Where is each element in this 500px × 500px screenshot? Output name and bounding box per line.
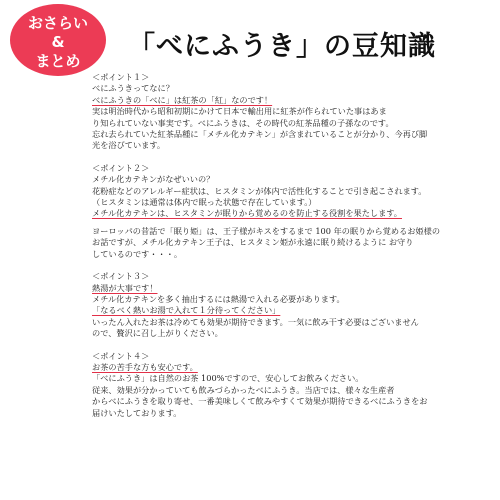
body-line: ので、贅沢に召し上がりください。 [92, 328, 223, 339]
body-line: 「べにふうき」は自然のお茶 100%ですので、安心してお飲みください。 [92, 373, 364, 384]
section-gap [92, 340, 486, 351]
highlighted-line: メチル化カテキンは、ヒスタミンが眠りから覚めるのを防止する役割を果たします。 [92, 208, 402, 219]
document-body [92, 72, 486, 419]
body-line: べにふうきってなに？ [92, 83, 174, 94]
point-section [92, 163, 486, 260]
body-line: り知られていない事実です。べにふうきは、その時代の紅茶品種の子孫なのです。 [92, 117, 394, 128]
point-section [92, 271, 486, 339]
body-line: 従来、効果が分かっていても飲みづらかったべにふうき。当店では、様々な生産者 [92, 384, 395, 395]
badge-line-3: まとめ [35, 52, 81, 70]
body-line: メチル化カテキンを多く抽出するには熱湯で入れる必要があります。 [92, 293, 345, 304]
highlighted-line: 「なるべく熱いお湯で入れて１分待ってください」 [92, 305, 281, 316]
body-line: （ヒスタミンは通常は体内で眠った状態で存在しています。） [92, 197, 317, 208]
body-line: からべにふうきを取り寄せ、一番美味しくて飲みやすくて効果が期待できるべにふうきをお [92, 396, 428, 407]
section-heading: ＜ポイント１＞ [92, 72, 150, 82]
section-gap [92, 152, 486, 163]
point-section [92, 351, 486, 419]
highlighted-line: べにふうきの「べに」は紅茶の「紅」なのです！ [92, 94, 273, 105]
body-line: しているのです・・・。 [92, 248, 183, 259]
summary-badge [10, 4, 106, 76]
badge-line-2: & [51, 33, 65, 51]
point-section [92, 72, 486, 152]
body-line: 忘れ去られていた紅茶品種に「メチル化カテキン」が含まれていることが分かり、今再び脚 [92, 129, 428, 140]
badge-line-1: おさらい [27, 14, 88, 32]
section-gap [92, 260, 486, 271]
body-line: お話ですが、メチル化カテキン王子は、ヒスタミン姫が永遠に眠り続けるように お守り [92, 237, 414, 248]
section-heading: ＜ポイント２＞ [92, 162, 150, 173]
body-line: いったん入れたお茶は冷めても効果が期待できます。一気に飲み干す必要はございません [92, 316, 419, 327]
highlighted-line: お茶の苦手な方も安心です。 [92, 361, 198, 372]
body-line: 花粉症などのアレルギー症状は、ヒスタミンが体内で活性化することで引き起こされます。 [92, 185, 427, 196]
body-line: メチル化カテキンがなぜいいの？ [92, 174, 215, 185]
section-heading: ＜ポイント４＞ [92, 350, 150, 361]
body-line: 実は明治時代から昭和初期にかけて日本で輸出用に紅茶が作られていた事はあま [92, 106, 387, 117]
highlighted-line: 熱湯が大事です！ [92, 282, 158, 293]
body-line: ヨーロッパの昔話で「眠り姫」は、王子様がキスをするまで 100 年の眠りから覚めるお姫様の [92, 225, 441, 236]
section-heading: ＜ポイント３＞ [92, 271, 150, 282]
body-line: 届けいたしております。 [92, 407, 182, 418]
page-title: 「べにふうき」の豆知識 [128, 31, 436, 62]
body-line: 光を浴びています。 [92, 140, 166, 151]
